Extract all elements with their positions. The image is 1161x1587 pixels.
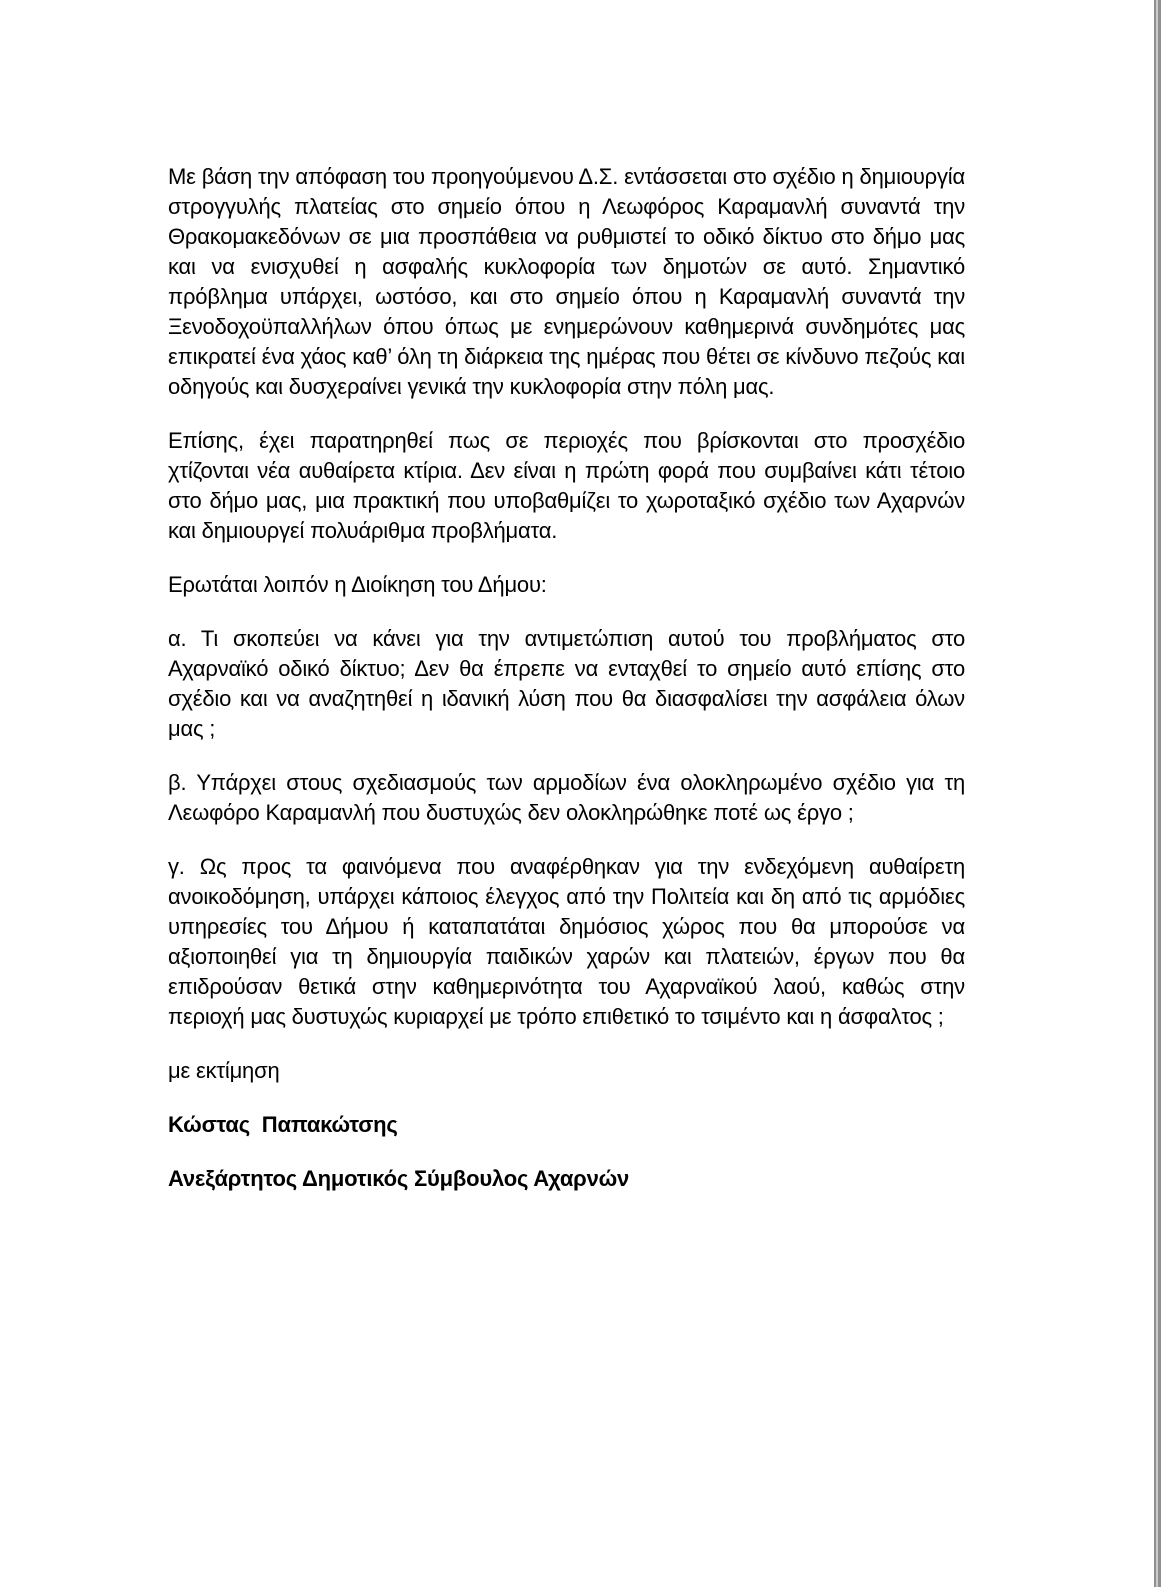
scrollbar-track[interactable] [1153, 0, 1161, 1587]
signature-title: Ανεξάρτητος Δημοτικός Σύμβουλος Αχαρνών [168, 1166, 630, 1191]
paragraph-question-intro: Ερωτάται λοιπόν η Διοίκηση του Δήμου: [168, 572, 547, 597]
signature-name: Κώστας Παπακώτσης [168, 1112, 398, 1137]
letter-body [168, 162, 965, 1218]
paragraph-question-c: γ. Ως προς τα φαινόμενα που αναφέρθηκαν για την ενδεχόμενη αυθαίρετη ανοικοδόμηση, υπάρχει κάποιος έλεγχος από την Πολιτεία και δη από τις αρμόδιες υπηρεσίες του Δήμου ή καταπατάται δημόσιος χώρος που θα μπορούσε να αξιοποιηθεί για τη δημιουργία παιδικών χαρών και πλατειών, έργων που θα επιδρούσαν θετικά στην καθημερινότητα του Αχαρναϊκού λαού, καθώς στην περιοχή μας δυστυχώς κυριαρχεί με τρόπο επιθετικό το τσιμέντο και η άσφαλτος ; [168, 854, 965, 1029]
paragraph-illegal-buildings: Επίσης, έχει παρατηρηθεί πως σε περιοχές που βρίσκονται στο προσχέδιο χτίζονται νέα αυθαίρετα κτίρια. Δεν είναι η πρώτη φορά που συμβαίνει κάτι τέτοιο στο δήμο μας, μια πρακτική που υποβαθμίζει το χωροταξικό σχέδιο των Αχαρνών και δημιουργεί πολυάριθμα προβλήματα. [168, 428, 965, 543]
paragraph-question-b: β. Υπάρχει στους σχεδιασμούς των αρμοδίων ένα ολοκληρωμένο σχέδιο για τη Λεωφόρο Καραμανλή που δυστυχώς δεν ολοκληρώθηκε ποτέ ως έργο ; [168, 770, 965, 825]
closing-salutation: με εκτίμηση [168, 1058, 280, 1083]
paragraph-question-a: α. Τι σκοπεύει να κάνει για την αντιμετώπιση αυτού του προβλήματος στο Αχαρναϊκό οδικό δίκτυο; Δεν θα έπρεπε να ενταχθεί το σημείο αυτό επίσης στο σχέδιο και να αναζητηθεί η ιδανική λύση που θα διασφαλίσει την ασφάλεια όλων μας ; [168, 626, 965, 741]
paragraph-road-plan: Με βάση την απόφαση του προηγούμενου Δ.Σ. εντάσσεται στο σχέδιο η δημιουργία στρογγυλής πλατείας στο σημείο όπου η Λεωφόρος Καραμανλή συναντά την Θρακομακεδόνων σε μια προσπάθεια να ρυθμιστεί το οδικό δίκτυο στο δήμο μας και να ενισχυθεί η ασφαλής κυκλοφορία των δημοτών σε αυτό. Σημαντικό πρόβλημα υπάρχει, ωστόσο, και στο σημείο όπου η Καραμανλή συναντά την Ξενοδοχοϋπαλλήλων όπου όπως με ενημερώνουν καθημερινά συνδημότες μας επικρατεί ένα χάος καθ’ όλη τη διάρκεια της ημέρας που θέτει σε κίνδυνο πεζούς και οδηγούς και δυσχεραίνει γενικά την κυκλοφορία στην πόλη μας. [168, 164, 965, 399]
